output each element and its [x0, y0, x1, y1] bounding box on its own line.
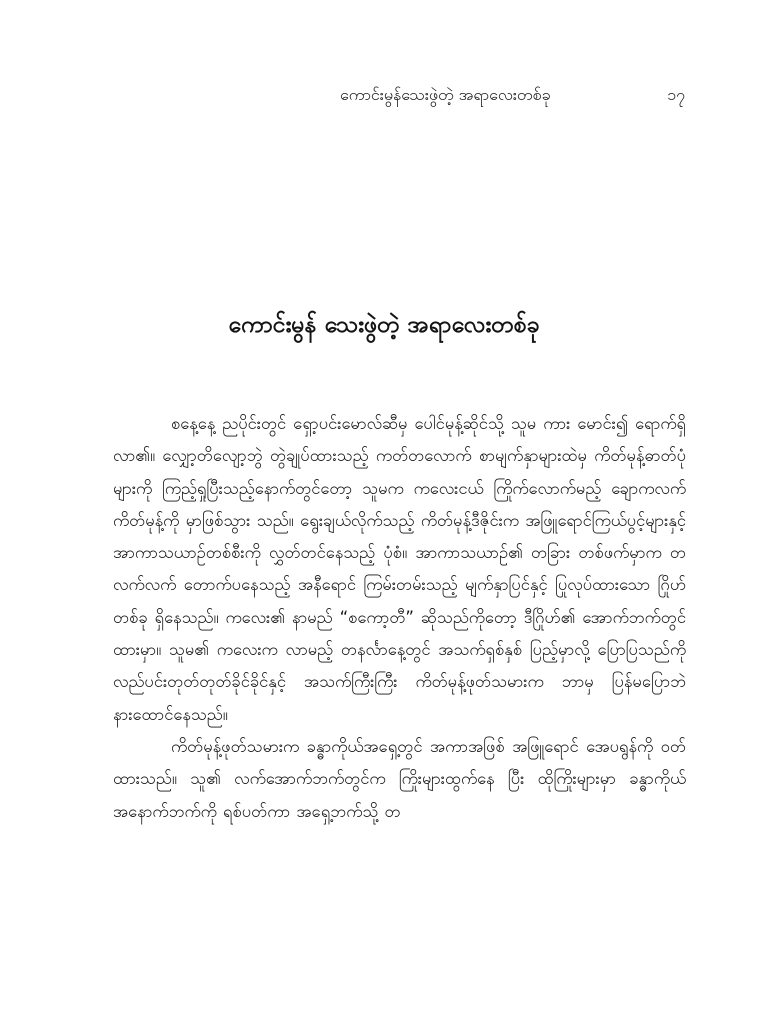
paragraph: စနေ့နေ့ ညပိုင်းတွင် ရှော့ပင်းမောလ်ဆီမှ ပေါင်မုန့်ဆိုင်သို့ သူမ ကား မောင်း၍ ရောက်ရှိလာ၏။ လျှော့တိလျော့ဘွဲ တွဲချုပ်ထားသည့် ကတ်တလောက် စာမျက်နှာများထဲမှ ကိတ်မုန့်ဓာတ်ပုံများကို ကြည့်ရှုပြီးသည့်နောက်တွင်တော့ သူမက ကလေးငယ် ကြိုက်လောက်မည့် ချောကလက်ကိတ်မုန့်ကို မှာဖြစ်သွား သည်။ ရွေးချယ်လိုက်သည့် ကိတ်မုန့်ဒီဇိုင်းက အဖြူရောင်ကြယ်ပွင့်များနှင့် အာကာသယာဉ်တစ်စီးကို လွှတ်တင်နေသည့် ပုံစံ။ အာကာသယာဉ်၏ တခြား တစ်ဖက်မှာက တလက်လက် တောက်ပနေသည့် အနီရောင် ကြမ်းတမ်းသည့် မျက်နှာပြင်နှင့် ပြုလုပ်ထားသော ဂြိုဟ်တစ်ခု ရှိနေသည်။ ကလေး၏ နာမည် “စကော့တီ” ဆိုသည်ကိုတော့ ဒီဂြိုဟ်၏ အောက်ဘက်တွင် ထားမှာ။ သူမ၏ ကလေးက လာမည့် တနင်္လာနေ့တွင် အသက်ရှစ်နှစ် ပြည့်မှာလို့ ပြောပြသည်ကို လည်ပင်းတုတ်တုတ်ခိုင်ခိုင်နှင့် အသက်ကြီးကြီး ကိတ်မုန့်ဖုတ်သမားက ဘာမှ ပြန်မပြောဘဲ နားထောင်နေသည်။	[113, 414, 686, 724]
running-header	[340, 84, 685, 106]
body-text	[113, 408, 686, 828]
page-number: ၁၇	[667, 85, 685, 104]
paragraph: ကိတ်မုန့်ဖုတ်သမားက ခန္ဓာကိုယ်အရှေ့တွင် အကာအဖြစ် အဖြူရောင် အေပရွန်ကို ဝတ်ထားသည်။ သူ၏ လက်အောက်ဘက်တွင်က ကြိုးများထွက်နေ ပြီး ထိုကြိုးများမှာ ခန္ဓာကိုယ် အနောက်ဘက်ကို ရစ်ပတ်ကာ အရှေ့ဘက်သို့ တ	[113, 736, 686, 821]
chapter-title: ကောင်းမွန် သေးဖွဲတဲ့ အရာလေးတစ်ခု	[228, 312, 540, 338]
running-title: ကောင်းမွန်သေးဖွဲတဲ့ အရာလေးတစ်ခု	[340, 85, 551, 104]
